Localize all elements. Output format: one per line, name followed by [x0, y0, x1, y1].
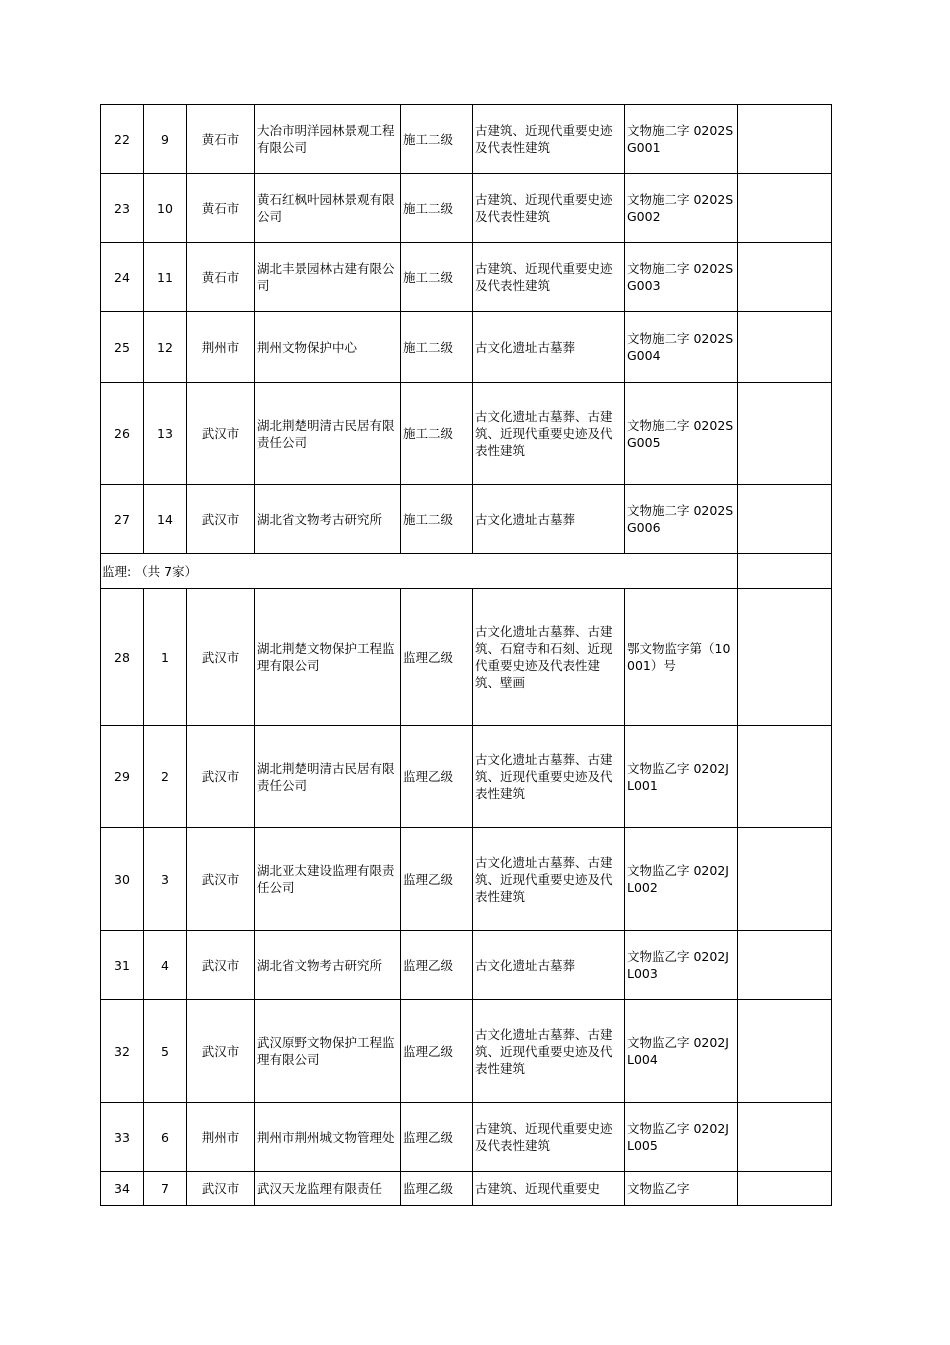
- section-heading: 监理: （共 7家）: [101, 554, 738, 589]
- city-cell: 武汉市: [187, 1000, 255, 1103]
- group-index: 9: [144, 105, 187, 174]
- business-scope: 古建筑、近现代重要史迹及代表性建筑: [473, 174, 625, 243]
- section-row: [101, 554, 832, 589]
- qualification-level: 施工二级: [401, 383, 473, 485]
- business-scope: 古文化遗址古墓葬、古建筑、近现代重要史迹及代表性建筑: [473, 1000, 625, 1103]
- table-row: [101, 1172, 832, 1206]
- row-number: 32: [101, 1000, 144, 1103]
- business-scope: 古文化遗址古墓葬: [473, 312, 625, 383]
- city-cell: 黄石市: [187, 243, 255, 312]
- table-row: [101, 726, 832, 828]
- note-cell: [738, 554, 832, 589]
- table-row: [101, 312, 832, 383]
- note-cell: [738, 243, 832, 312]
- certificate-number: 文物施二字 0202SG002: [625, 174, 738, 243]
- table-row: [101, 931, 832, 1000]
- qualification-level: 监理乙级: [401, 589, 473, 726]
- certificate-number: 鄂文物监字第（10001）号: [625, 589, 738, 726]
- table-row: [101, 1000, 832, 1103]
- company-name: 湖北丰景园林古建有限公司: [255, 243, 401, 312]
- certificate-number: 文物施二字 0202SG004: [625, 312, 738, 383]
- table-row: [101, 1103, 832, 1172]
- qualification-level: 施工二级: [401, 312, 473, 383]
- note-cell: [738, 383, 832, 485]
- city-cell: 武汉市: [187, 1172, 255, 1206]
- certificate-number: 文物监乙字 0202JL003: [625, 931, 738, 1000]
- qualification-level: 施工二级: [401, 174, 473, 243]
- row-number: 23: [101, 174, 144, 243]
- certificate-number: 文物监乙字: [625, 1172, 738, 1206]
- company-name: 荆州市荆州城文物管理处: [255, 1103, 401, 1172]
- qualification-level: 监理乙级: [401, 726, 473, 828]
- company-name: 黄石红枫叶园林景观有限公司: [255, 174, 401, 243]
- row-number: 31: [101, 931, 144, 1000]
- business-scope: 古文化遗址古墓葬、古建筑、石窟寺和石刻、近现代重要史迹及代表性建筑、壁画: [473, 589, 625, 726]
- group-index: 13: [144, 383, 187, 485]
- business-scope: 古文化遗址古墓葬: [473, 485, 625, 554]
- table-row: [101, 828, 832, 931]
- row-number: 28: [101, 589, 144, 726]
- qualification-level: 监理乙级: [401, 1000, 473, 1103]
- row-number: 26: [101, 383, 144, 485]
- company-name: 湖北省文物考古研究所: [255, 485, 401, 554]
- row-number: 34: [101, 1172, 144, 1206]
- row-number: 24: [101, 243, 144, 312]
- qualification-level: 监理乙级: [401, 931, 473, 1000]
- city-cell: 武汉市: [187, 726, 255, 828]
- company-name: 湖北亚太建设监理有限责任公司: [255, 828, 401, 931]
- note-cell: [738, 589, 832, 726]
- row-number: 27: [101, 485, 144, 554]
- table-row: [101, 174, 832, 243]
- business-scope: 古文化遗址古墓葬、古建筑、近现代重要史迹及代表性建筑: [473, 383, 625, 485]
- city-cell: 荆州市: [187, 1103, 255, 1172]
- certificate-number: 文物监乙字 0202JL005: [625, 1103, 738, 1172]
- city-cell: 黄石市: [187, 174, 255, 243]
- certificate-number: 文物施二字 0202SG001: [625, 105, 738, 174]
- city-cell: 武汉市: [187, 931, 255, 1000]
- row-number: 25: [101, 312, 144, 383]
- city-cell: 武汉市: [187, 485, 255, 554]
- qualification-level: 监理乙级: [401, 1103, 473, 1172]
- qualification-level: 施工二级: [401, 105, 473, 174]
- business-scope: 古文化遗址古墓葬、古建筑、近现代重要史迹及代表性建筑: [473, 828, 625, 931]
- company-name: 大冶市明洋园林景观工程有限公司: [255, 105, 401, 174]
- qualification-level: 监理乙级: [401, 1172, 473, 1206]
- certificate-number: 文物施二字 0202SG006: [625, 485, 738, 554]
- table-row: [101, 383, 832, 485]
- certificate-number: 文物监乙字 0202JL001: [625, 726, 738, 828]
- note-cell: [738, 828, 832, 931]
- note-cell: [738, 931, 832, 1000]
- qualification-table: [100, 104, 832, 1206]
- note-cell: [738, 105, 832, 174]
- row-number: 30: [101, 828, 144, 931]
- company-name: 武汉原野文物保护工程监理有限公司: [255, 1000, 401, 1103]
- group-index: 2: [144, 726, 187, 828]
- certificate-number: 文物监乙字 0202JL002: [625, 828, 738, 931]
- group-index: 1: [144, 589, 187, 726]
- note-cell: [738, 1172, 832, 1206]
- group-index: 4: [144, 931, 187, 1000]
- note-cell: [738, 726, 832, 828]
- certificate-number: 文物监乙字 0202JL004: [625, 1000, 738, 1103]
- group-index: 14: [144, 485, 187, 554]
- note-cell: [738, 312, 832, 383]
- group-index: 6: [144, 1103, 187, 1172]
- group-index: 7: [144, 1172, 187, 1206]
- row-number: 33: [101, 1103, 144, 1172]
- company-name: 湖北荆楚文物保护工程监理有限公司: [255, 589, 401, 726]
- group-index: 12: [144, 312, 187, 383]
- business-scope: 古文化遗址古墓葬: [473, 931, 625, 1000]
- note-cell: [738, 485, 832, 554]
- business-scope: 古建筑、近现代重要史迹及代表性建筑: [473, 243, 625, 312]
- certificate-number: 文物施二字 0202SG005: [625, 383, 738, 485]
- qualification-level: 施工二级: [401, 243, 473, 312]
- city-cell: 武汉市: [187, 589, 255, 726]
- company-name: 武汉天龙监理有限责任: [255, 1172, 401, 1206]
- city-cell: 武汉市: [187, 828, 255, 931]
- table-row: [101, 485, 832, 554]
- note-cell: [738, 1000, 832, 1103]
- table-row: [101, 589, 832, 726]
- company-name: 湖北省文物考古研究所: [255, 931, 401, 1000]
- city-cell: 武汉市: [187, 383, 255, 485]
- qualification-level: 监理乙级: [401, 828, 473, 931]
- group-index: 10: [144, 174, 187, 243]
- company-name: 湖北荆楚明清古民居有限责任公司: [255, 726, 401, 828]
- qualification-level: 施工二级: [401, 485, 473, 554]
- city-cell: 荆州市: [187, 312, 255, 383]
- company-name: 荆州文物保护中心: [255, 312, 401, 383]
- city-cell: 黄石市: [187, 105, 255, 174]
- certificate-number: 文物施二字 0202SG003: [625, 243, 738, 312]
- business-scope: 古建筑、近现代重要史迹及代表性建筑: [473, 105, 625, 174]
- group-index: 11: [144, 243, 187, 312]
- business-scope: 古文化遗址古墓葬、古建筑、近现代重要史迹及代表性建筑: [473, 726, 625, 828]
- group-index: 3: [144, 828, 187, 931]
- table-row: [101, 105, 832, 174]
- row-number: 29: [101, 726, 144, 828]
- business-scope: 古建筑、近现代重要史迹及代表性建筑: [473, 1103, 625, 1172]
- company-name: 湖北荆楚明清古民居有限责任公司: [255, 383, 401, 485]
- business-scope: 古建筑、近现代重要史: [473, 1172, 625, 1206]
- note-cell: [738, 1103, 832, 1172]
- note-cell: [738, 174, 832, 243]
- group-index: 5: [144, 1000, 187, 1103]
- row-number: 22: [101, 105, 144, 174]
- table-row: [101, 243, 832, 312]
